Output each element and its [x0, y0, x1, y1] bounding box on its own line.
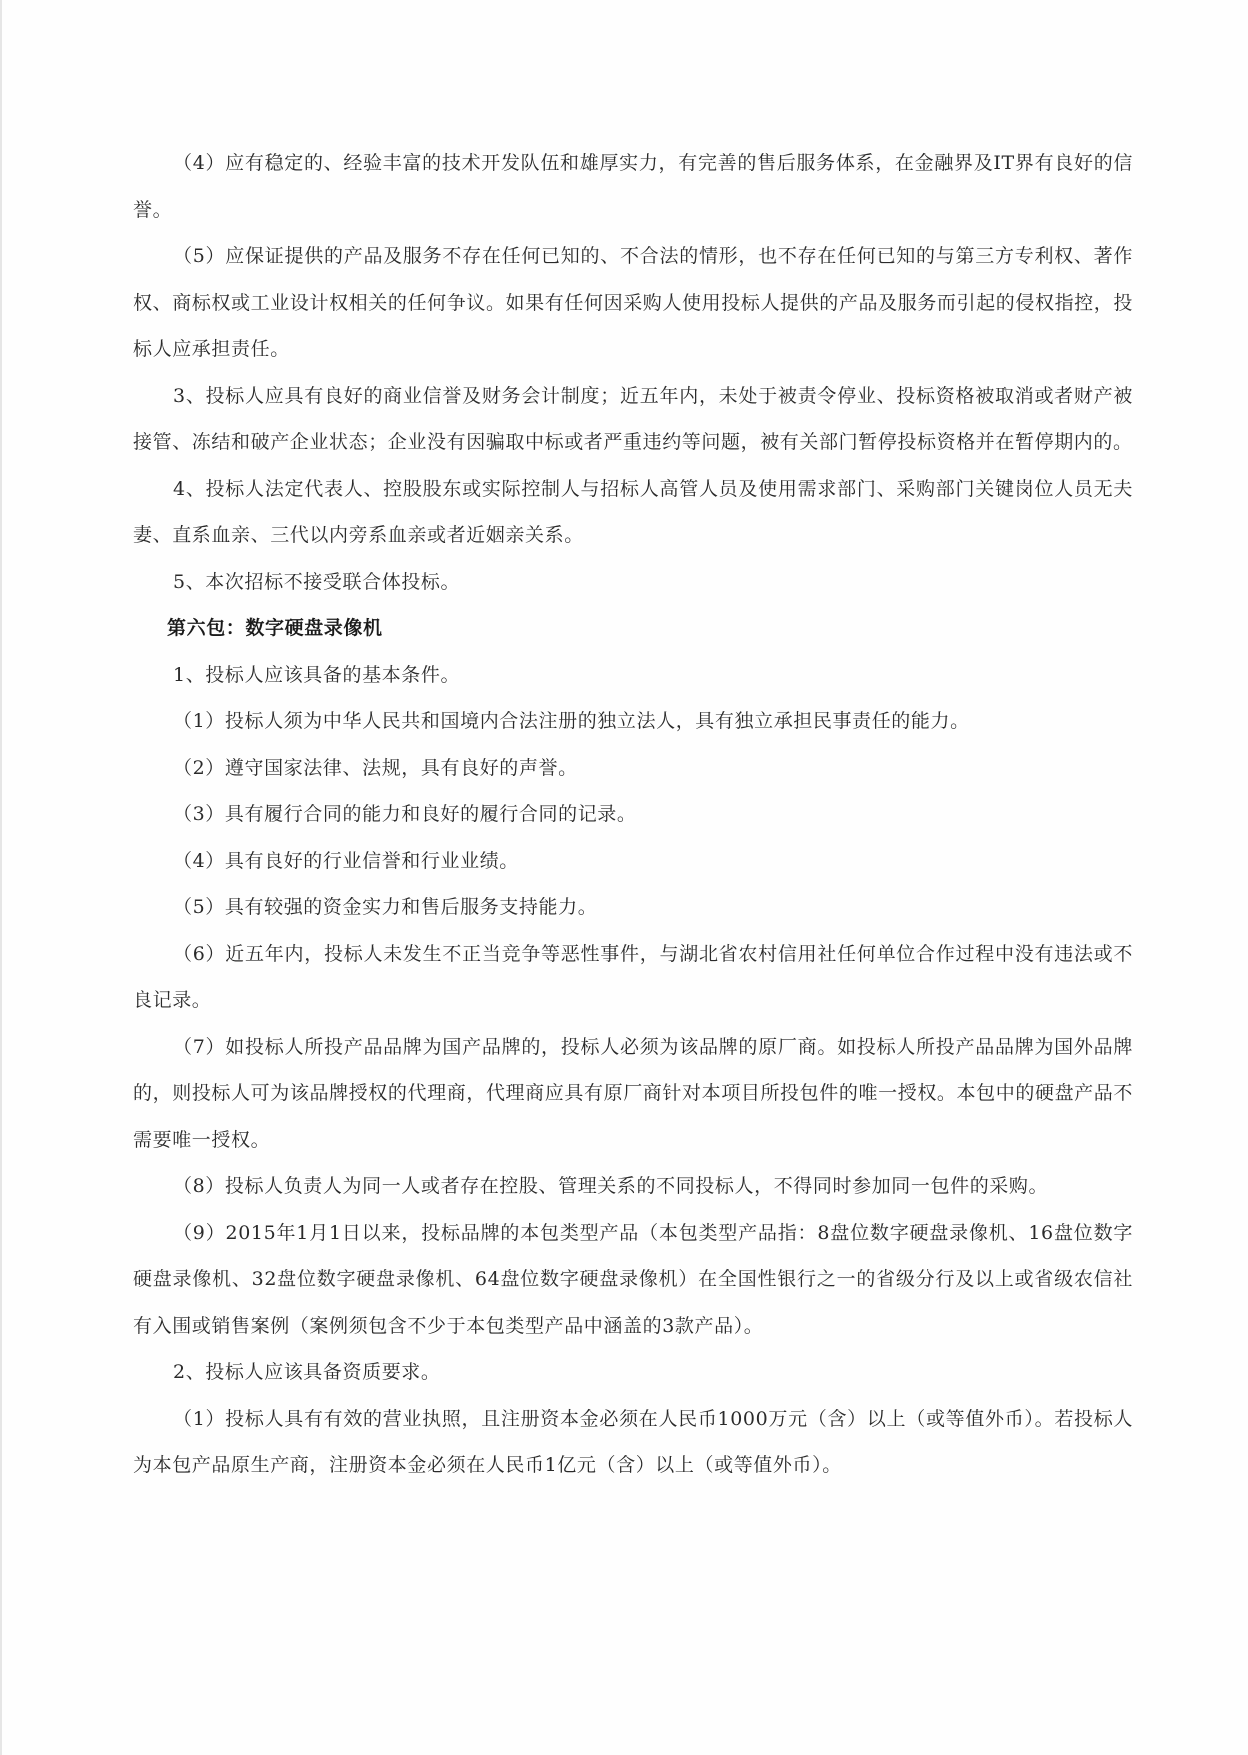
- paragraph-5: （5）应保证提供的产品及服务不存在任何已知的、不合法的情形，也不存在任何已知的与第三方专利权、著作权、商标权或工业设计权相关的任何争议。如果有任何因采购人使用投标人提供的产品及服务而引起的侵权指控，投标人应承担责任。: [133, 245, 1133, 360]
- section-paragraph-3: （3）具有履行合同的能力和良好的履行合同的记录。: [173, 803, 637, 825]
- paragraph-item-4: 4、投标人法定代表人、控股股东或实际控制人与招标人高管人员及使用需求部门、采购部门关键岗位人员无夫妻、直系血亲、三代以内旁系血亲或者近姻亲关系。: [133, 477, 1133, 546]
- section-paragraph-5: （5）具有较强的资金实力和售后服务支持能力。: [173, 896, 598, 918]
- paragraph-item-5: 5、本次招标不接受联合体投标。: [173, 570, 461, 593]
- section-paragraph-qualification-1: （1）投标人具有有效的营业执照，且注册资本金必须在人民币1000万元（含）以上（或等值外币）。若投标人为本包产品原生产商，注册资本金必须在人民币1亿元（含）以上（或等值外币）。: [133, 1407, 1133, 1476]
- section-paragraph-4: （4）具有良好的行业信誉和行业业绩。: [173, 849, 519, 872]
- section-paragraph-1: （1）投标人须为中华人民共和国境内合法注册的独立法人，具有独立承担民事责任的能力。: [173, 710, 970, 732]
- section-paragraph-qualifications: 2、投标人应该具备资质要求。: [173, 1361, 441, 1383]
- document-body: [133, 140, 1133, 1489]
- section-paragraph-2: （2）遵守国家法律、法规，具有良好的声誉。: [173, 756, 578, 779]
- scan-edge: [0, 0, 2, 1755]
- paragraph-4: （4）应有稳定的、经验丰富的技术开发队伍和雄厚实力，有完善的售后服务体系，在金融界及IT界有良好的信誉。: [133, 152, 1133, 221]
- section-heading: 第六包：数字硬盘录像机: [167, 617, 383, 639]
- paragraph-item-3: 3、投标人应具有良好的商业信誉及财务会计制度；近五年内，未处于被责令停业、投标资格被取消或者财产被接管、冻结和破产企业状态；企业没有因骗取中标或者严重违约等问题，被有关部门暂停投标资格并在暂停期内的。: [133, 384, 1133, 453]
- section-paragraph-8: （8）投标人负责人为同一人或者存在控股、管理关系的不同投标人，不得同时参加同一包件的采购。: [173, 1175, 1049, 1197]
- section-paragraph-basic-conditions: 1、投标人应该具备的基本条件。: [173, 663, 461, 686]
- section-paragraph-7: （7）如投标人所投产品品牌为国产品牌的，投标人必须为该品牌的原厂商。如投标人所投产品品牌为国外品牌的，则投标人可为该品牌授权的代理商，代理商应具有原厂商针对本项目所投包件的唯一授权。本包中的硬盘产品不需要唯一授权。: [133, 1035, 1133, 1151]
- section-paragraph-9: （9）2015年1月1日以来，投标品牌的本包类型产品（本包类型产品指：8盘位数字硬盘录像机、16盘位数字硬盘录像机、32盘位数字硬盘录像机、64盘位数字硬盘录像机）在全国性银行之一的省级分行及以上或省级农信社有入围或销售案例（案例须包含不少于本包类型产品中涵盖的3款产品）。: [133, 1221, 1133, 1337]
- section-paragraph-6: （6）近五年内，投标人未发生不正当竞争等恶性事件，与湖北省农村信用社任何单位合作过程中没有违法或不良记录。: [133, 942, 1133, 1011]
